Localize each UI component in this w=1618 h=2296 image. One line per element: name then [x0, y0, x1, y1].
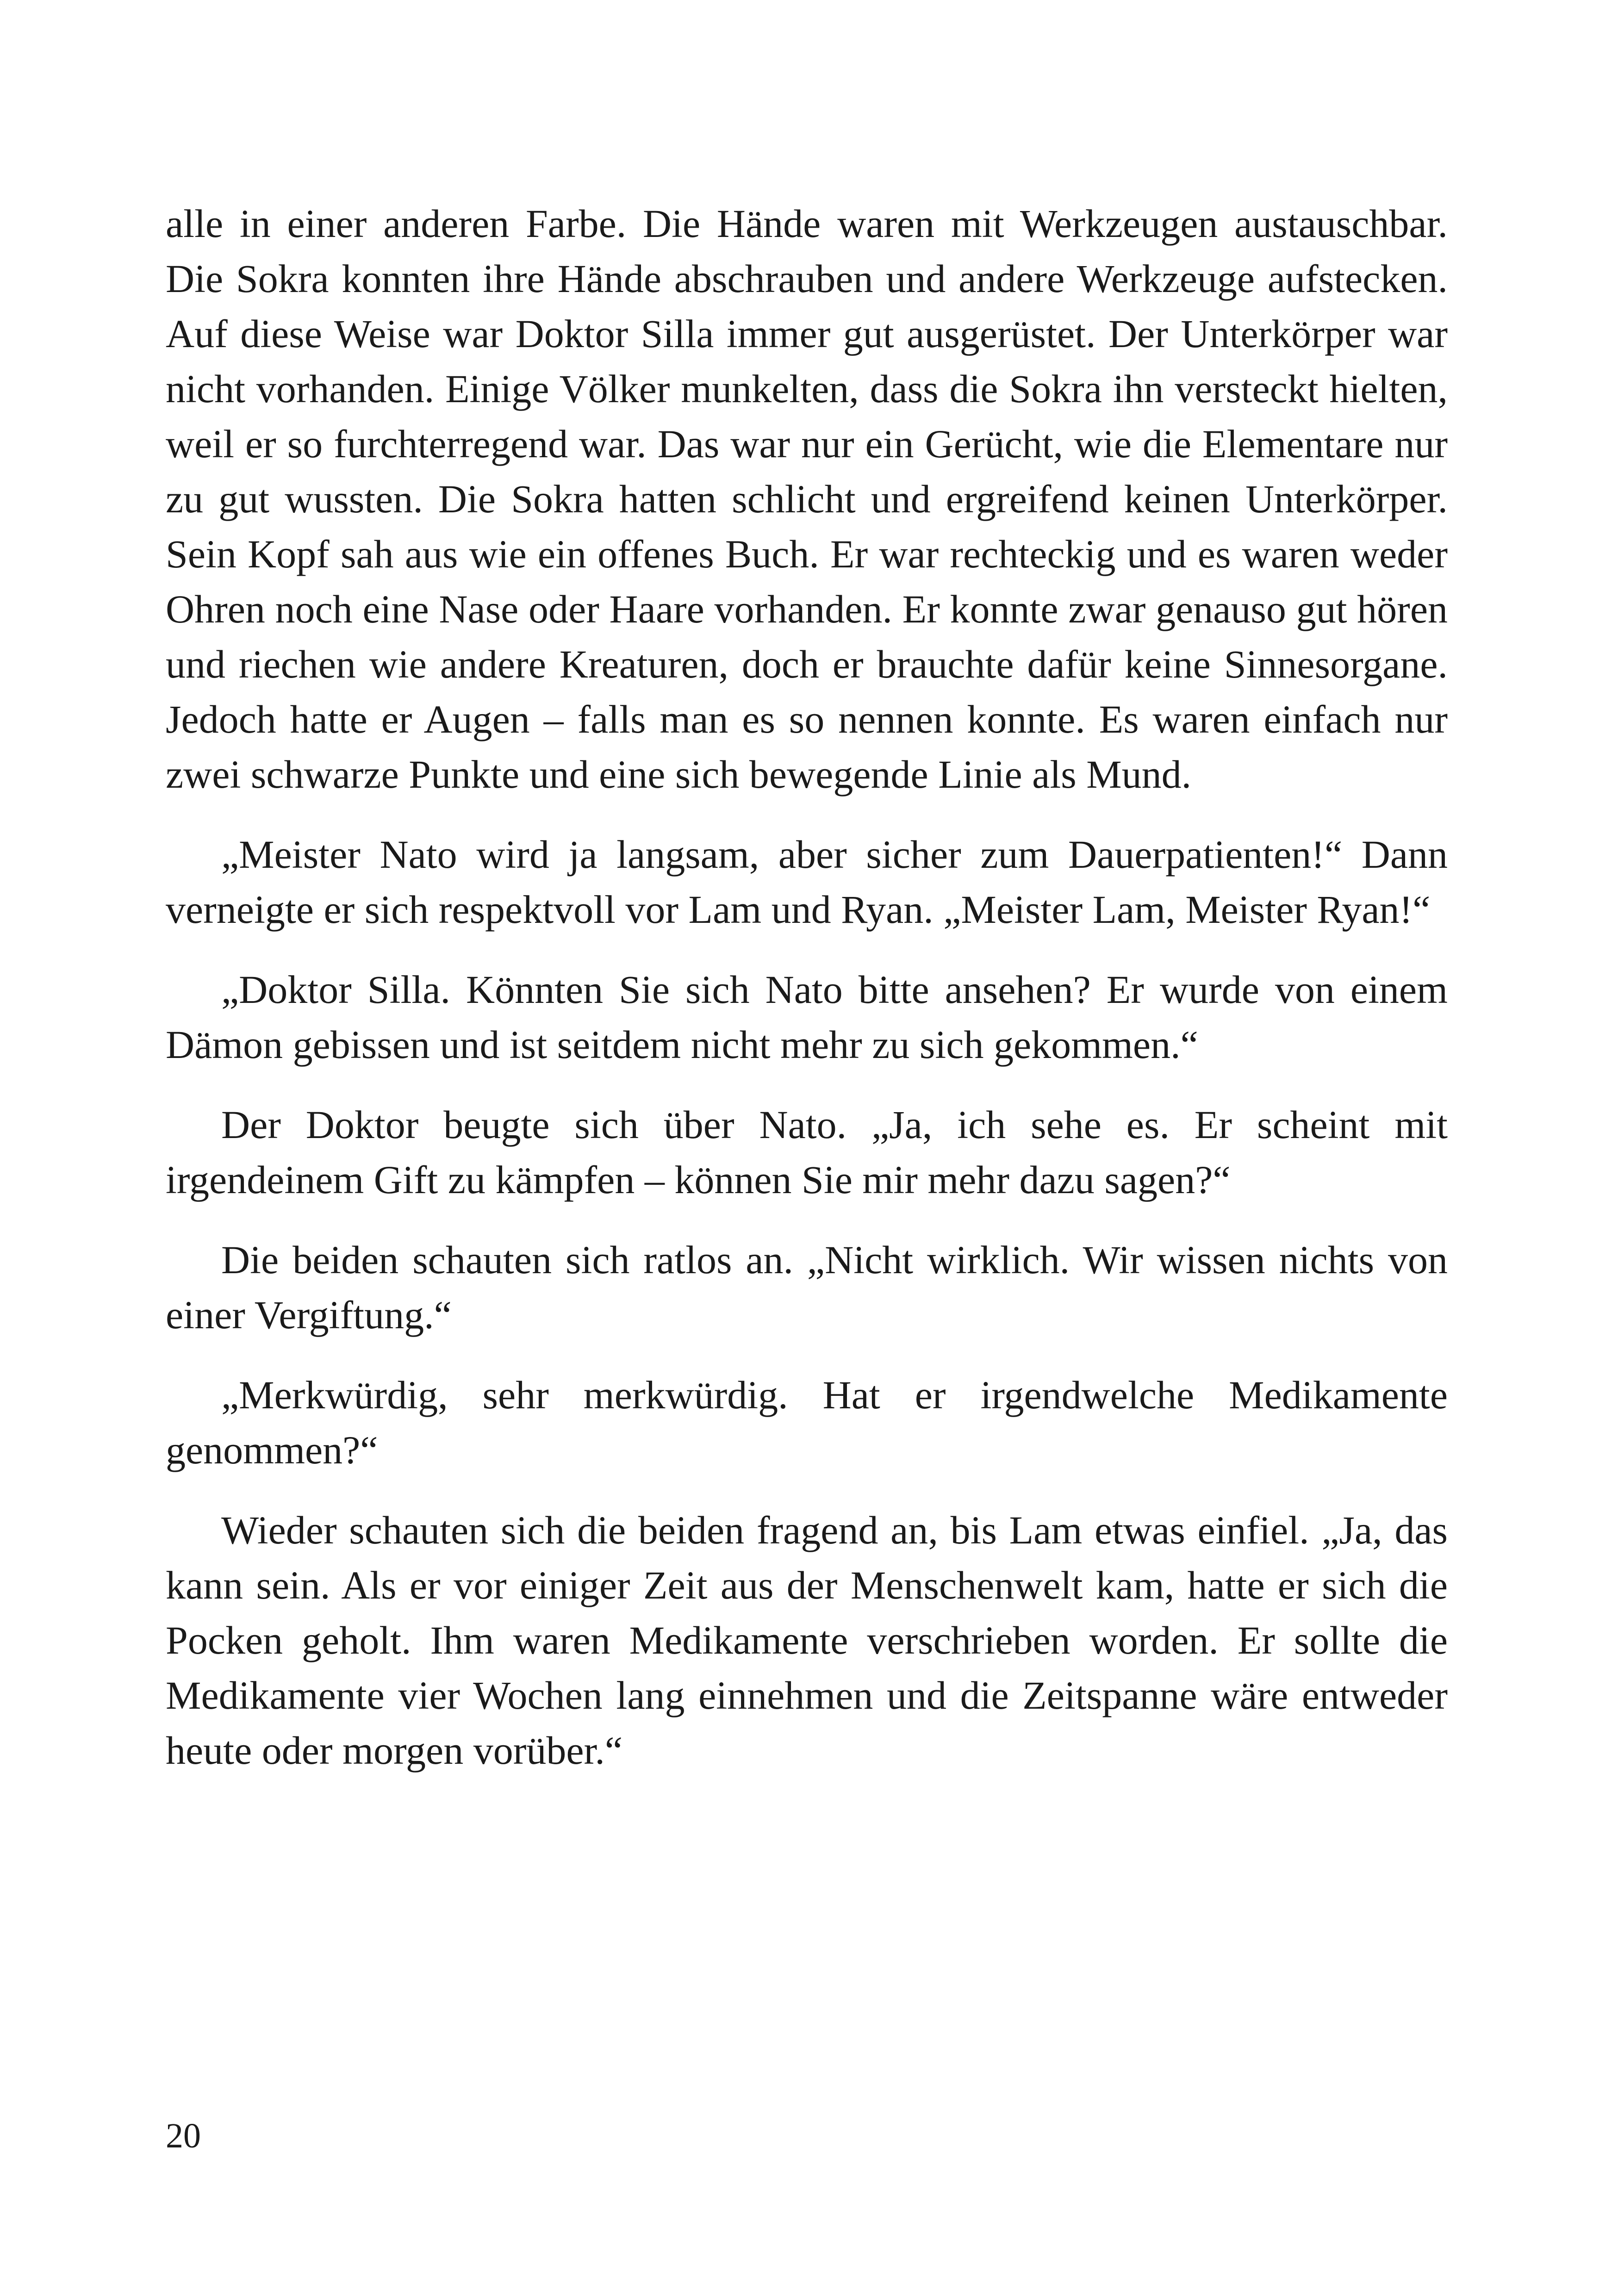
paragraph-3: „Doktor Silla. Könnten Sie sich Nato bitte ansehen? Er wurde von einem Dämon gebissen und ist seitdem nicht mehr zu sich gekommen.“	[166, 967, 1448, 1067]
paragraph-1: alle in einer anderen Farbe. Die Hände waren mit Werkzeugen austauschbar. Die Sokra konnten ihre Hände abschrauben und andere Werkzeuge aufstecken. Auf diese Weise war Doktor Silla immer gut ausgerüstet. Der Unterkörper war nicht vorhanden. Einige Völker munkelten, dass die Sokra ihn versteckt hielten, weil er so furchterregend war. Das war nur ein Gerücht, wie die Elementare nur zu gut wussten. Die Sokra hatten schlicht und ergreifend keinen Unterkörper. Sein Kopf sah aus wie ein offenes Buch. Er war rechteckig und es waren weder Ohren noch eine Nase oder Haare vorhanden. Er konnte zwar genauso gut hören und riechen wie andere Kreaturen, doch er brauchte dafür keine Sinnesorgane. Jedoch hatte er Augen – falls man es so nennen konnte. Es waren einfach nur zwei schwarze Punkte und eine sich bewegende Linie als Mund.	[166, 201, 1448, 796]
paragraph-4: Der Doktor beugte sich über Nato. „Ja, ich sehe es. Er scheint mit irgendeinem Gift zu kämpfen – können Sie mir mehr dazu sagen?“	[166, 1102, 1448, 1202]
page-number: 20	[166, 2116, 201, 2155]
paragraph-2: „Meister Nato wird ja langsam, aber sicher zum Dauerpatienten!“ Dann verneigte er sich respektvoll vor Lam und Ryan. „Meister Lam, Meister Ryan!“	[166, 832, 1448, 932]
paragraph-5: Die beiden schauten sich ratlos an. „Nicht wirklich. Wir wissen nichts von einer Vergiftung.“	[166, 1238, 1448, 1337]
body-text	[166, 196, 1448, 1803]
paragraph-7: Wieder schauten sich die beiden fragend an, bis Lam etwas einfiel. „Ja, das kann sein. Als er vor einiger Zeit aus der Menschenwelt kam, hatte er sich die Pocken geholt. Ihm waren Medikamente verschrieben worden. Er sollte die Medikamente vier Wochen lang einnehmen und die Zeitspanne wäre entweder heute oder morgen vorüber.“	[166, 1508, 1448, 1773]
paragraph-6: „Merkwürdig, sehr merkwürdig. Hat er irgendwelche Medikamente genommen?“	[166, 1373, 1448, 1472]
